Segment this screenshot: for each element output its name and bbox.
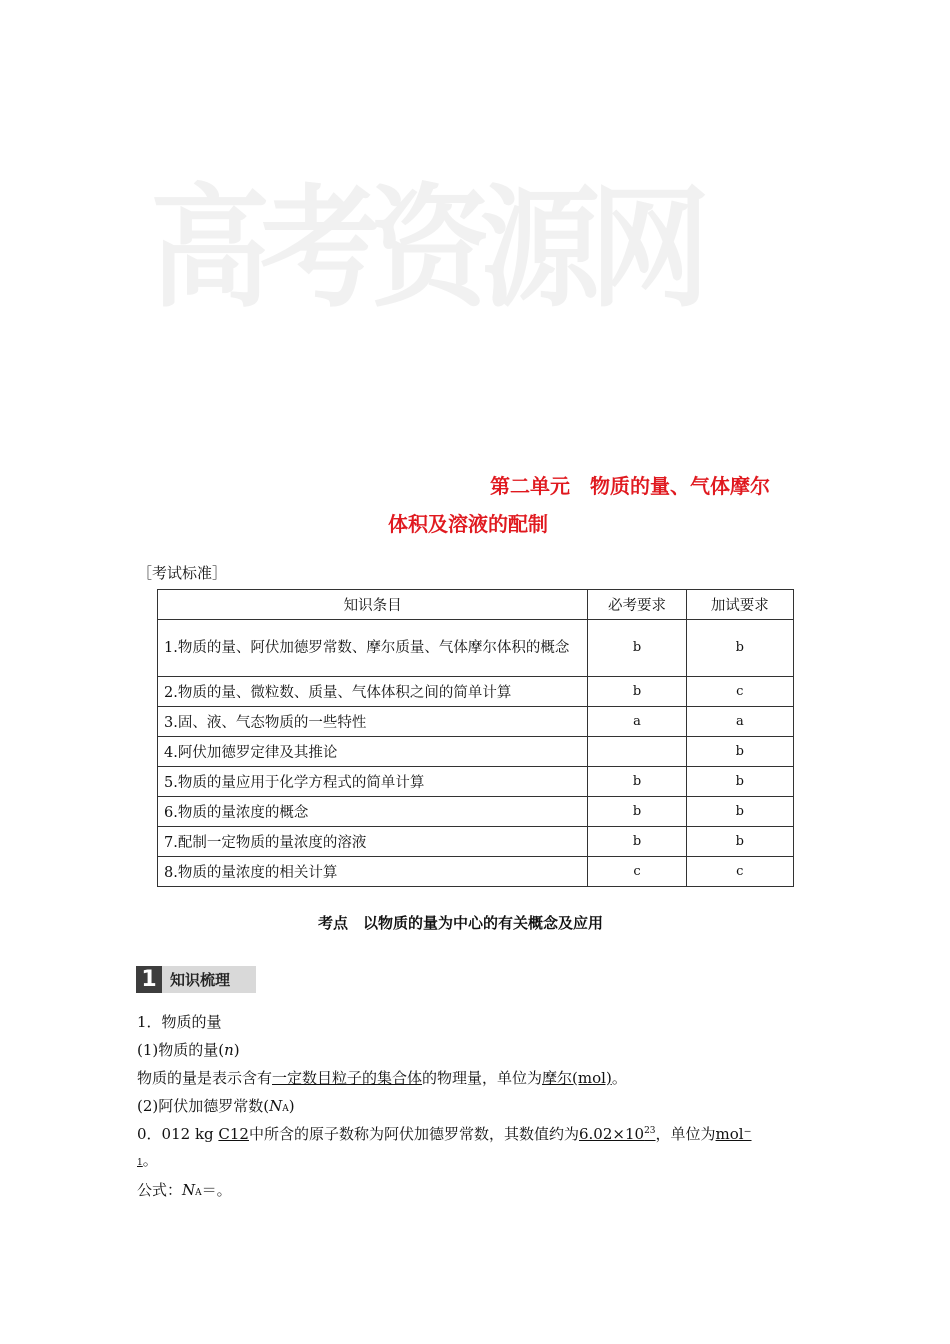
row-extra: b bbox=[686, 620, 793, 677]
text: 的物理量，单位为 bbox=[422, 1069, 543, 1087]
row-required: b bbox=[588, 677, 686, 707]
row-required: b bbox=[588, 620, 686, 677]
row-item: 7.配制一定物质的量浓度的溶液 bbox=[158, 827, 588, 857]
row-item: 4.阿伏加德罗定律及其推论 bbox=[158, 737, 588, 767]
subscript: A bbox=[282, 1104, 289, 1114]
row-required: b bbox=[588, 797, 686, 827]
paragraph-2 bbox=[137, 1039, 240, 1060]
text: 1．物质的量 bbox=[137, 1013, 222, 1031]
text: (1)物质的量( bbox=[137, 1041, 225, 1059]
table-row bbox=[158, 827, 794, 857]
subscript: A bbox=[195, 1188, 202, 1198]
knowledge-badge bbox=[136, 966, 256, 993]
row-required: a bbox=[588, 707, 686, 737]
answer-blank: 摩尔(mol) bbox=[542, 1069, 612, 1087]
row-extra: b bbox=[686, 767, 793, 797]
table-row bbox=[158, 857, 794, 887]
text: ) bbox=[288, 1097, 295, 1115]
table-row bbox=[158, 620, 794, 677]
answer-blank bbox=[579, 1125, 656, 1143]
table-row bbox=[158, 677, 794, 707]
text: ，单位为 bbox=[655, 1125, 716, 1143]
unit-title-line1: 第二单元 物质的量、气体摩尔 bbox=[490, 474, 770, 498]
paragraph-6 bbox=[137, 1149, 158, 1170]
answer-blank: C12 bbox=[218, 1125, 249, 1143]
row-item: 3.固、液、气态物质的一些特性 bbox=[158, 707, 588, 737]
table-header-row bbox=[158, 590, 794, 620]
text: 。 bbox=[142, 1151, 158, 1169]
paragraph-3 bbox=[137, 1067, 627, 1088]
answer-blank: 一定数目粒子的集合体 bbox=[272, 1069, 423, 1087]
row-extra: c bbox=[686, 857, 793, 887]
badge-label: 知识梳理 bbox=[170, 971, 231, 989]
text: ) bbox=[233, 1041, 240, 1059]
exam-standard-table bbox=[157, 589, 794, 887]
table-row bbox=[158, 737, 794, 767]
row-extra: b bbox=[686, 827, 793, 857]
row-extra: b bbox=[686, 737, 793, 767]
variable-na: N bbox=[182, 1181, 196, 1199]
header-item: 知识条目 bbox=[158, 590, 588, 620]
badge-number: 1 bbox=[136, 966, 162, 993]
variable-na: N bbox=[269, 1097, 283, 1115]
variable-n: n bbox=[224, 1041, 234, 1059]
exam-standard-label: ［考试标准］ bbox=[137, 564, 228, 582]
watermark: 高考资源网 bbox=[150, 170, 700, 326]
text: (2)阿伏加德罗常数( bbox=[137, 1097, 270, 1115]
text: 中所含的原子数称为阿伏加德罗常数，其数值约为 bbox=[248, 1125, 579, 1143]
paragraph-4 bbox=[137, 1095, 295, 1116]
row-item: 1.物质的量、阿伏加德罗常数、摩尔质量、气体摩尔体积的概念 bbox=[158, 620, 588, 677]
row-extra: a bbox=[686, 707, 793, 737]
table-row bbox=[158, 767, 794, 797]
row-required bbox=[588, 737, 686, 767]
text: ＝。 bbox=[201, 1181, 232, 1199]
row-item: 8.物质的量浓度的相关计算 bbox=[158, 857, 588, 887]
text: 。 bbox=[611, 1069, 627, 1087]
table-row bbox=[158, 707, 794, 737]
superscript: 23 bbox=[644, 1126, 656, 1136]
row-extra: b bbox=[686, 797, 793, 827]
text: 公式： bbox=[137, 1181, 183, 1199]
paragraph-1 bbox=[137, 1011, 222, 1032]
text: 物质的量是表示含有 bbox=[137, 1069, 273, 1087]
row-item: 6.物质的量浓度的概念 bbox=[158, 797, 588, 827]
row-extra: c bbox=[686, 677, 793, 707]
text: 0．012 kg bbox=[137, 1125, 219, 1143]
header-required: 必考要求 bbox=[588, 590, 686, 620]
paragraph-5 bbox=[137, 1123, 752, 1144]
row-required: b bbox=[588, 827, 686, 857]
table-row bbox=[158, 797, 794, 827]
answer-blank: mol⁻ bbox=[715, 1125, 752, 1143]
text: 6.02×10 bbox=[579, 1125, 645, 1143]
row-item: 2.物质的量、微粒数、质量、气体体积之间的简单计算 bbox=[158, 677, 588, 707]
section-heading: 考点 以物质的量为中心的有关概念及应用 bbox=[318, 914, 604, 932]
header-extra: 加试要求 bbox=[686, 590, 793, 620]
row-required: b bbox=[588, 767, 686, 797]
row-required: c bbox=[588, 857, 686, 887]
unit-title-line2: 体积及溶液的配制 bbox=[388, 512, 548, 536]
row-item: 5.物质的量应用于化学方程式的简单计算 bbox=[158, 767, 588, 797]
answer-blank: 1 bbox=[137, 1158, 143, 1168]
paragraph-7 bbox=[137, 1179, 232, 1200]
